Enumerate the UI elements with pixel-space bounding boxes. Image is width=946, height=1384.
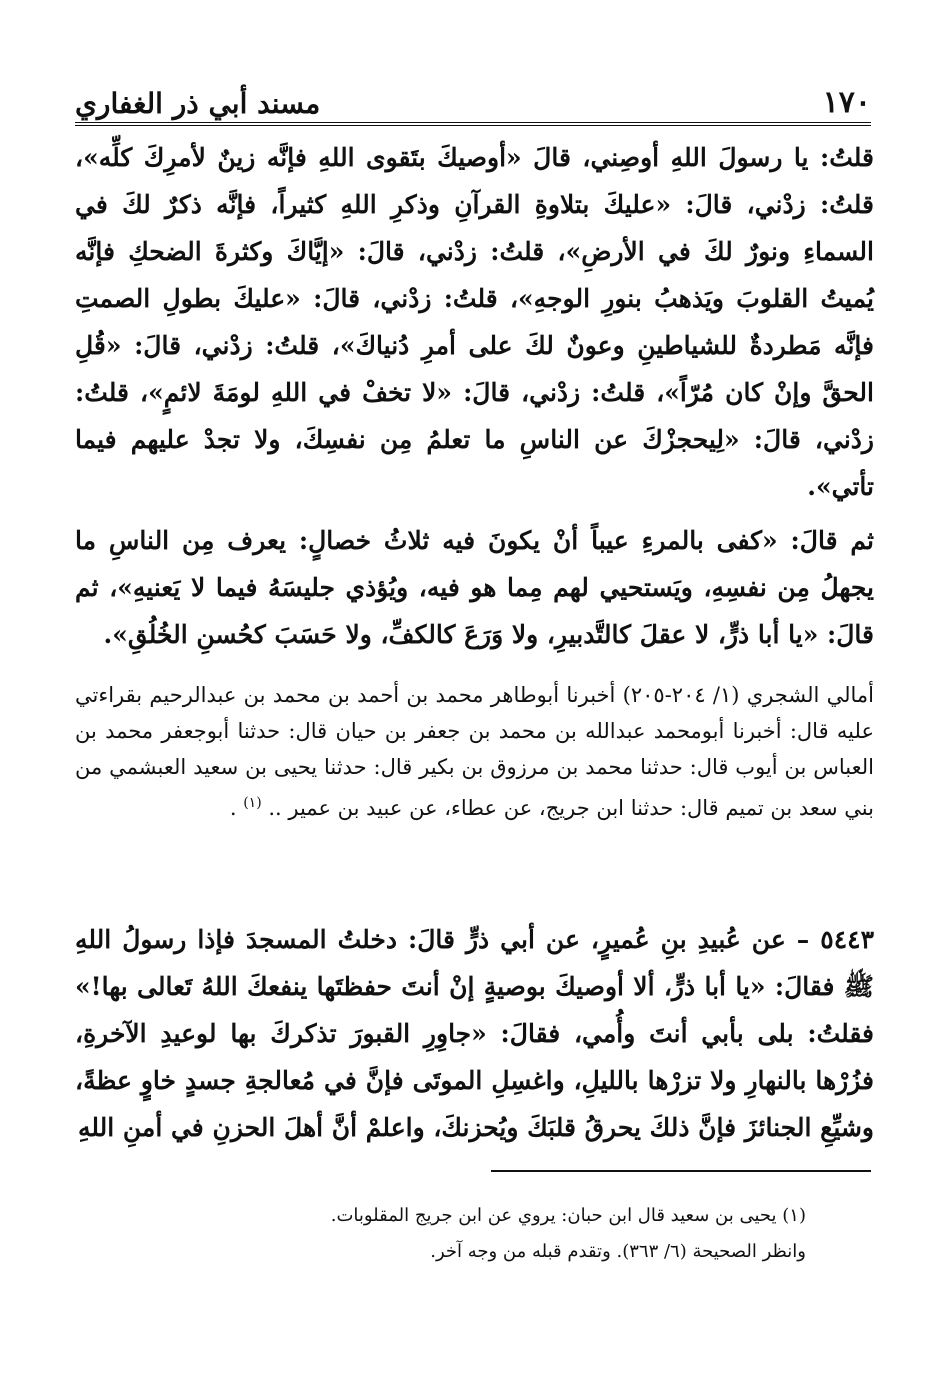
paragraph-1: قلتُ: يا رسولَ اللهِ أوصِني، قالَ «أوصيكَ بتَقوى اللهِ فإنَّه زينٌ لأمرِكَ كلِّه»، قلتُ: زدْني، قالَ: «عليكَ بتلاوةِ القرآنِ وذكرِ اللهِ كثيراً، فإنَّه ذكرٌ لكَ في السماءِ ونورٌ لكَ في الأرضِ»، قلتُ: زدْني، قالَ: «إيَّاكَ وكثرةَ الضحكِ فإنَّه يُميتُ القلوبَ ويَذهبُ بنورِ الوجهِ»، قلتُ: زدْني، قالَ: «عليكَ بطولِ الصمتِ فإنَّه مَطردةٌ للشياطينِ وعونٌ لكَ على أمرِ دُنياكَ»، قلتُ: زدْني، قالَ: «قُلِ الحقَّ وإنْ كان مُرّاً»، قلتُ: زدْني، قالَ: «لا تخفْ في اللهِ لومَةَ لائمٍ»، قلتُ: زدْني، قالَ: «لِيحجزْكَ عن الناسِ ما تعلمُ مِن نفسِكَ، ولا تجدْ عليهم فيما تأتي». <box>75 143 874 501</box>
hadith-number: ٥٤٤٣ <box>820 925 874 954</box>
page-header <box>75 72 871 126</box>
footnotes <box>75 1198 806 1270</box>
footnote-2: وانظر الصحيحة (٦/ ٣٦٣). وتقدم قبله من وجه آخر. <box>430 1241 806 1262</box>
footnote-1: (١) يحيى بن سعيد قال ابن حبان: يروي عن ابن جريج المقلوبات. <box>330 1205 806 1226</box>
footnote-separator <box>491 1170 871 1172</box>
source-text: أمالي الشجري (١/ ٢٠٤-٢٠٥) أخبرنا أبوطاهر محمد بن أحمد بن محمد بن عبدالرحيم بقراءتي عليه قال: أخبرنا أبومحمد عبدالله بن محمد بن جعفر بن حيان قال: حدثنا أبوجعفر محمد بن العباس بن أيوب قال: حدثنا محمد بن مرزوق بن بكير قال: حدثنا يحيى بن سعيد العبشمي من بني سعد بن تميم قال: حدثنا ابن جريج، عن عطاء، عن عبيد بن عمير .. <box>75 683 874 820</box>
footnote-reference: (١) <box>243 795 262 811</box>
main-text-block <box>75 134 874 658</box>
book-title: مسند أبي ذر الغفاري <box>75 87 321 120</box>
source-end: . <box>229 796 237 820</box>
source-citation <box>75 677 874 826</box>
page-number: ١٧٠ <box>822 85 871 120</box>
hadith-text: – عن عُبيدِ بنِ عُميرٍ، عن أبي ذرٍّ قالَ: دخلتُ المسجدَ فإذا رسولُ اللهِ ﷺ فقالَ: «يا أبا ذرٍّ، ألا أوصيكَ بوصيةٍ إنْ أنتَ حفظتَها ينفعكَ اللهُ تَعالى بها!» فقلتُ: بلى بأبي أنتَ وأُمي، فقالَ: «جاوِرِ القبورَ تذكركَ بها لوعيدِ الآخرةِ، فزُرْها بالنهارِ ولا تزرْها بالليلِ، واغسِلِ الموتَى فإنَّ في مُعالجةِ جسدٍ خاوٍ عظةً، وشيِّعِ الجنائزَ فإنَّ ذلكَ يحرقُ قلبَكَ ويُحزنكَ، واعلمْ أنَّ أهلَ الحزنِ في أمنِ اللهِ <box>75 925 874 1142</box>
hadith-block <box>75 916 874 1151</box>
paragraph-2: ثم قالَ: «كفى بالمرءِ عيباً أنْ يكونَ فيه ثلاثُ خصالٍ: يعرف مِن الناسِ ما يجهلُ مِن نفسِهِ، ويَستحيي لهم مِما هو فيه، ويُؤذي جليسَهُ فيما لا يَعنيهِ»، ثم قالَ: «يا أبا ذرٍّ، لا عقلَ كالتَّدبيرِ، ولا وَرَعَ كالكفِّ، ولا حَسَبَ كحُسنِ الخُلُقِ». <box>75 526 874 649</box>
